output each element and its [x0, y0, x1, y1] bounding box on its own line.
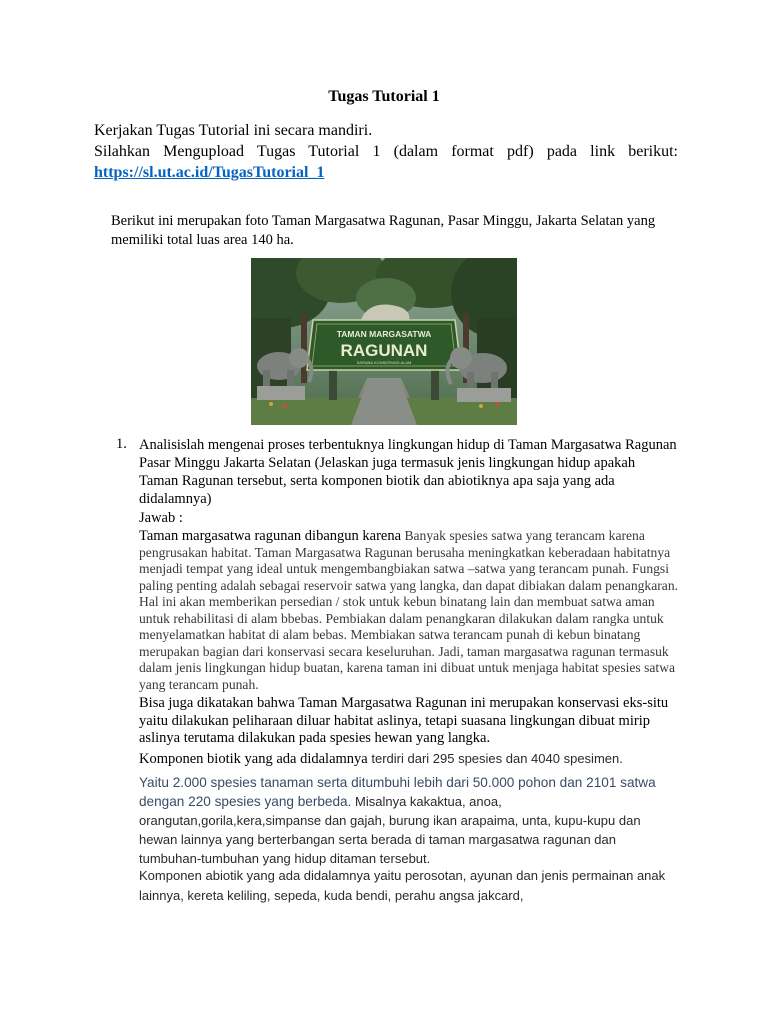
instruction-line-1: Kerjakan Tugas Tutorial ini secara mandiri.: [94, 122, 373, 139]
answer-p3-lead: Komponen biotik yang ada didalamnya: [139, 751, 368, 767]
answer-paragraph-3-lead: [139, 749, 679, 769]
instruction-link-line: [94, 162, 678, 183]
answer-p3-sans: terdiri dari 295 spesies dan 4040 spesimen.: [371, 751, 623, 766]
answer-paragraph-1: [139, 528, 679, 693]
upload-link[interactable]: https://sl.ut.ac.id/TugasTutorial_1: [94, 164, 325, 181]
photo-description: Berikut ini merupakan foto Taman Margasatwa Ragunan, Pasar Minggu, Jakarta Selatan yang memiliki total luas area 140 ha.: [111, 213, 656, 248]
sign-main-text: RAGUNAN: [340, 341, 428, 360]
answer-paragraph-4: Komponen abiotik yang ada didalamnya yaitu perosotan, ayunan dan jenis permainan anak lainnya, kereta keliling, sepeda, kuda bendi, perahu angsa jakcard,: [139, 868, 666, 903]
answer-p3-rest: Misalnya kakaktua, anoa, orangutan,gorila,kera,simpanse dan gajah, burung ikan arapaima, unta, kupu-kupu dan hewan lainnya yang berterbangan serta berada di taman margasatwa ragunan dan tumbuhan-tumbuhan yang hidup ditaman tersebut.: [139, 794, 641, 866]
answer-p1-lead: Taman margasatwa ragunan dibangun karena: [139, 528, 402, 544]
ragunan-gate-photo: [251, 258, 517, 425]
answer-p1-body: Banyak spesies satwa yang terancam karena pengrusakan habitat. Taman Margasatwa Ragunan berusaha meningkatkan keberadaan habitatnya menjadi tempat yang ideal untuk mengembangbiakan satwa –satwa yang terancam punah. Fungsi paling penting adalah sebagai reservoir satwa yang langka, dan dapat dibiakan dalam penangkaran. Hal ini akan memberikan persedian / stok untuk kebun binatang lain dan membuat satwa aman untuk rehabilitasi di alam bbebas. Pembiakan dalam penangkaran dilakukan dalam rangka untuk menyelamatkan habitat di alam bebas. Membiakan satwa terancam punah di kebun binatang merupakan bagian dari konservasi secara keseluruhan. Jadi, taman margasatwa ragunan termasuk dalam jenis lingkungan hidup buatan, karena taman ini dibuat untuk menjaga habitat spesies satwa yang terancam punah.: [139, 528, 679, 692]
page-title: Tugas Tutorial 1: [328, 88, 440, 105]
question-text: Analisislah mengenai proses terbentuknya lingkungan hidup di Taman Margasatwa Ragunan Pasar Minggu Jakarta Selatan (Jelaskan juga termasuk jenis lingkungan hidup apakah Taman Ragunan tersebut, serta komponen biotik dan abiotiknya apa saja yang ada didalamnya): [139, 437, 677, 507]
answer-p3-highlight: Yaitu 2.000 spesies tanaman serta ditumbuhi lebih dari 50.000 pohon dan 2101 satwa dengan 220 spesies yang berbeda.: [139, 775, 656, 809]
sign-top-text: TAMAN MARGASATWA: [336, 329, 432, 339]
answer-label: Jawab :: [139, 510, 183, 526]
question-number: 1.: [116, 436, 127, 452]
instruction-line-2: Silahkan Mengupload Tugas Tutorial 1 (dalam format pdf) pada link berikut:: [94, 143, 678, 160]
answer-paragraph-2: Bisa juga dikatakan bahwa Taman Margasatwa Ragunan ini merupakan konservasi eks-situ yaitu dilakukan peliharaan diluar habitat aslinya, tetapi suasana lingkungan dibuat mirip aslinya terutama dilakukan pada spesies hewan yang langka.: [139, 695, 669, 746]
sign-bottom-text: SARANA KONSERVASI ALAM: [356, 360, 412, 365]
answer-paragraph-3-body: [139, 773, 679, 868]
